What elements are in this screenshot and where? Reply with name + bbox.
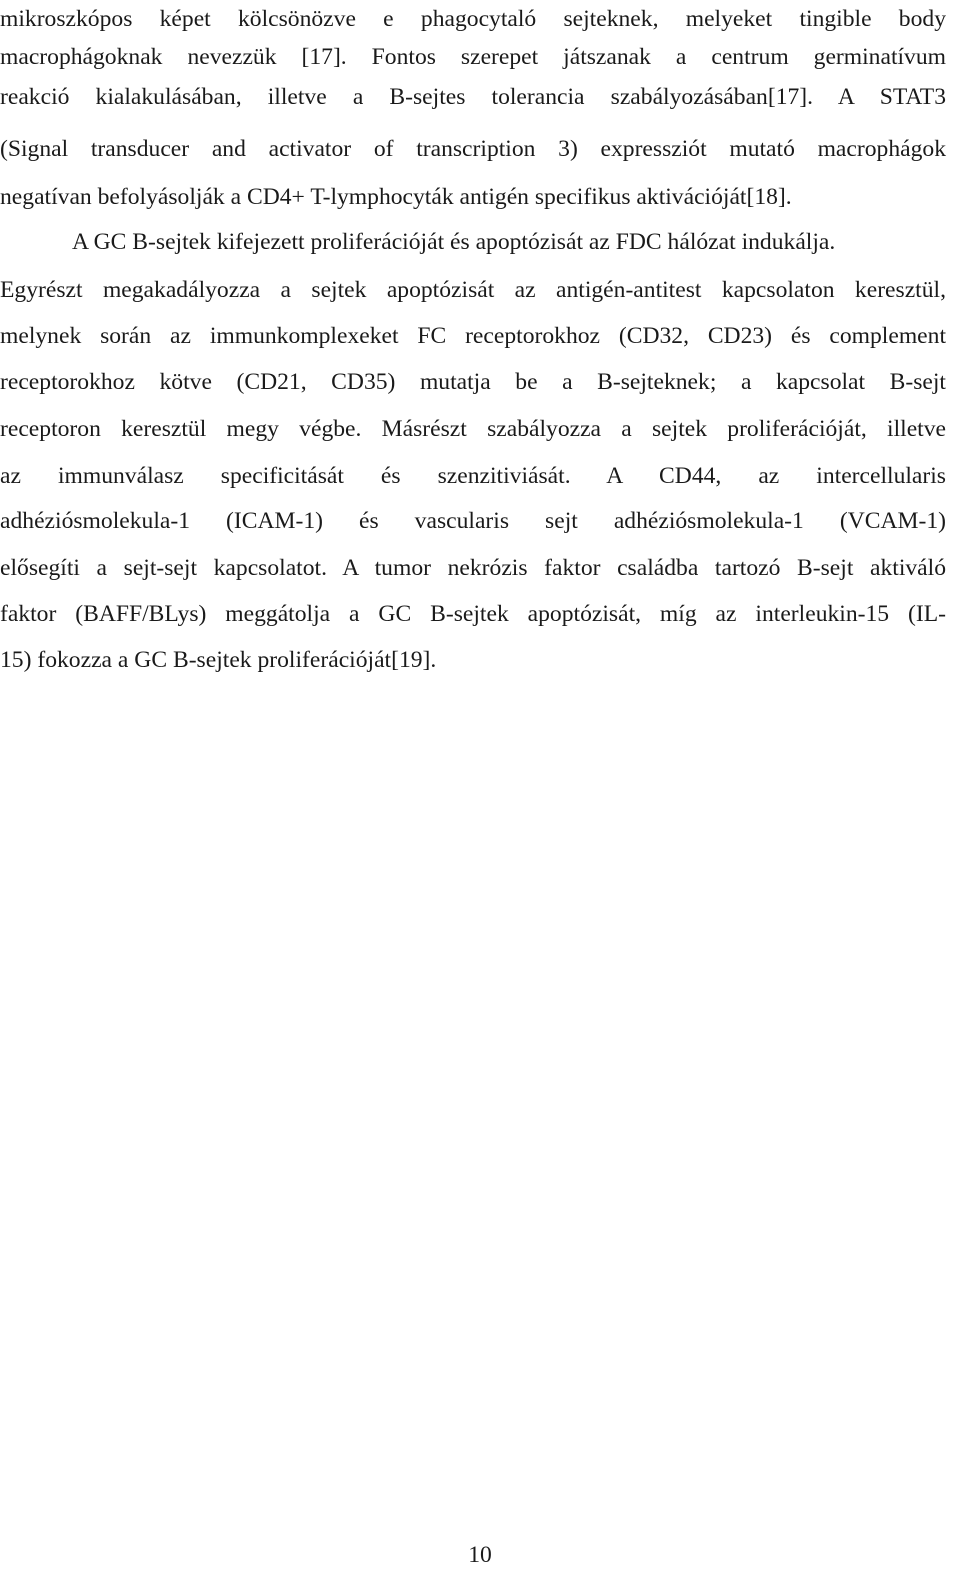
text-line-6: A GC B-sejtek kifejezett proliferációját és apoptózisát az FDC hálózat indukálja. bbox=[72, 229, 836, 255]
text-line-5: negatívan befolyásolják a CD4+ T-lymphocyták antigén specifikus aktivációját[18]. bbox=[0, 184, 792, 210]
page-number: 10 bbox=[468, 1542, 492, 1568]
text-line-14: faktor (BAFF/BLys) meggátolja a GC B-sejtek apoptózisát, míg az interleukin-15 (IL- bbox=[0, 601, 946, 627]
text-line-11: az immunválasz specificitását és szenzitiviását. A CD44, az intercellularis bbox=[0, 463, 946, 489]
text-line-10: receptoron keresztül megy végbe. Másrészt szabályozza a sejtek proliferációját, illetve bbox=[0, 416, 946, 442]
text-line-2: macrophágoknak nevezzük [17]. Fontos szerepet játszanak a centrum germinatívum bbox=[0, 44, 946, 70]
text-line-13: elősegíti a sejt-sejt kapcsolatot. A tumor nekrózis faktor családba tartozó B-sejt aktiváló bbox=[0, 555, 946, 581]
text-line-7: Egyrészt megakadályozza a sejtek apoptózisát az antigén-antitest kapcsolaton keresztül, bbox=[0, 277, 946, 303]
text-line-1: mikroszkópos képet kölcsönözve e phagocytaló sejteknek, melyeket tingible body bbox=[0, 6, 946, 32]
text-line-4: (Signal transducer and activator of transcription 3) expressziót mutató macrophágok bbox=[0, 136, 946, 162]
text-line-8: melynek során az immunkomplexeket FC receptorokhoz (CD32, CD23) és complement bbox=[0, 323, 946, 349]
text-line-9: receptorokhoz kötve (CD21, CD35) mutatja be a B-sejteknek; a kapcsolat B-sejt bbox=[0, 369, 946, 395]
text-line-12: adhéziósmolekula-1 (ICAM-1) és vascularis sejt adhéziósmolekula-1 (VCAM-1) bbox=[0, 508, 946, 534]
text-line-15: 15) fokozza a GC B-sejtek proliferációját[19]. bbox=[0, 647, 437, 673]
text-line-3: reakció kialakulásában, illetve a B-sejtes tolerancia szabályozásában[17]. A STAT3 bbox=[0, 84, 946, 110]
